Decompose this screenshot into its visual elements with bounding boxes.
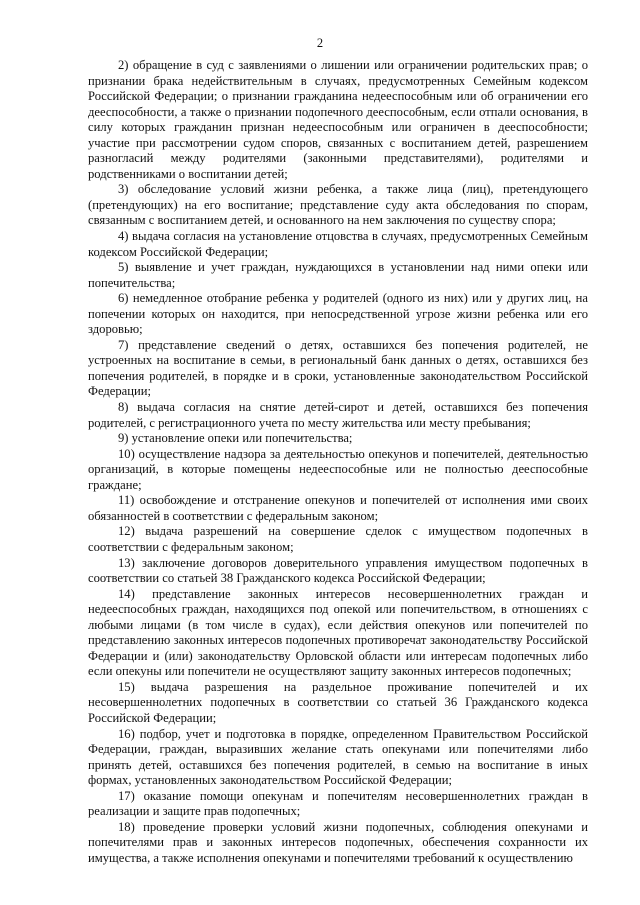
list-item: 4) выдача согласия на установление отцовства в случаях, предусмотренных Семейным кодексом Российской Федерации;	[88, 229, 588, 259]
page-number: 2	[316, 36, 324, 50]
list-item: 6) немедленное отобрание ребенка у родителей (одного из них) или у других лиц, на попечении которых он находится, при непосредственной угрозе жизни ребенка или его здоровью;	[88, 291, 588, 337]
list-item: 8) выдача согласия на снятие детей-сирот и детей, оставшихся без попечения родителей, с регистрационного учета по месту жительства или месту пребывания;	[88, 400, 588, 430]
list-item: 15) выдача разрешения на раздельное проживание попечителей и их несовершеннолетних подопечных в соответствии со статьей 36 Гражданского кодекса Российской Федерации;	[88, 679, 588, 725]
list-item: 11) освобождение и отстранение опекунов и попечителей от исполнения ими своих обязанностей в соответствии с федеральным законом;	[88, 493, 588, 523]
list-item: 16) подбор, учет и подготовка в порядке, определенном Правительством Российской Федерации, граждан, выразивших желание стать опекунами или попечителями либо принять детей, оставшихся без попечения родителей, в семью на воспитание в иных формах, установленных законодательством Российской Федерации;	[88, 726, 588, 788]
document-body	[88, 58, 588, 866]
list-item: 18) проведение проверки условий жизни подопечных, соблюдения опекунами и попечителями прав и законных интересов подопечных, обеспечения сохранности их имущества, а также исполнения опекунами и попечителями требований к осуществлению	[88, 819, 588, 865]
list-item: 10) осуществление надзора за деятельностью опекунов и попечителей, деятельностью организаций, в которые помещены недееспособные или не полностью дееспособные граждане;	[88, 446, 588, 492]
list-item: 12) выдача разрешений на совершение сделок с имуществом подопечных в соответствии с федеральным законом;	[88, 524, 588, 554]
list-item: 2) обращение в суд с заявлениями о лишении или ограничении родительских прав; о признании брака недействительным в случаях, предусмотренных Семейным кодексом Российской Федерации; о признании гражданина недееспособным или об ограничении его дееспособности, а также о признании подопечного дееспособным, если отпали основания, в силу которых гражданин признан недееспособным или ограничен в дееспособности; участие при рассмотрении судом споров, связанных с воспитанием детей, разрешением разногласий между родителями (законными представителями), родителями и родственниками о воспитании детей;	[88, 58, 588, 181]
list-item: 17) оказание помощи опекунам и попечителям несовершеннолетних граждан в реализации и защите прав подопечных;	[88, 788, 588, 819]
list-item: 5) выявление и учет граждан, нуждающихся в установлении над ними опеки или попечительства;	[88, 260, 588, 290]
list-item: 7) представление сведений о детях, оставшихся без попечения родителей, не устроенных на воспитание в семьи, в региональный банк данных о детях, оставшихся без попечения родителей, в порядке и в сроки, установленные законодательством Российской Федерации;	[88, 337, 588, 399]
list-item: 14) представление законных интересов несовершеннолетних граждан и недееспособных граждан, находящихся под опекой или попечительством, в отношениях с любыми лицами (в том числе в судах), если действия опекунов или попечителей по представлению законных интересов подопечных противоречат законодательству Российской Федерации и (или) законодательству Орловской области или интересам подопечных либо если опекуны или попечители не осуществляют защиту законных интересов подопечных;	[88, 586, 588, 679]
list-item: 3) обследование условий жизни ребенка, а также лица (лиц), претендующего (претендующих) на его воспитание; представление суду акта обследования по спорам, связанным с воспитанием детей, и основанного на нем заключения по существу спора;	[88, 182, 588, 228]
list-item: 9) установление опеки или попечительства;	[118, 431, 353, 446]
list-item: 13) заключение договоров доверительного управления имуществом подопечных в соответствии со статьей 38 Гражданского кодекса Российской Федерации;	[88, 555, 588, 586]
